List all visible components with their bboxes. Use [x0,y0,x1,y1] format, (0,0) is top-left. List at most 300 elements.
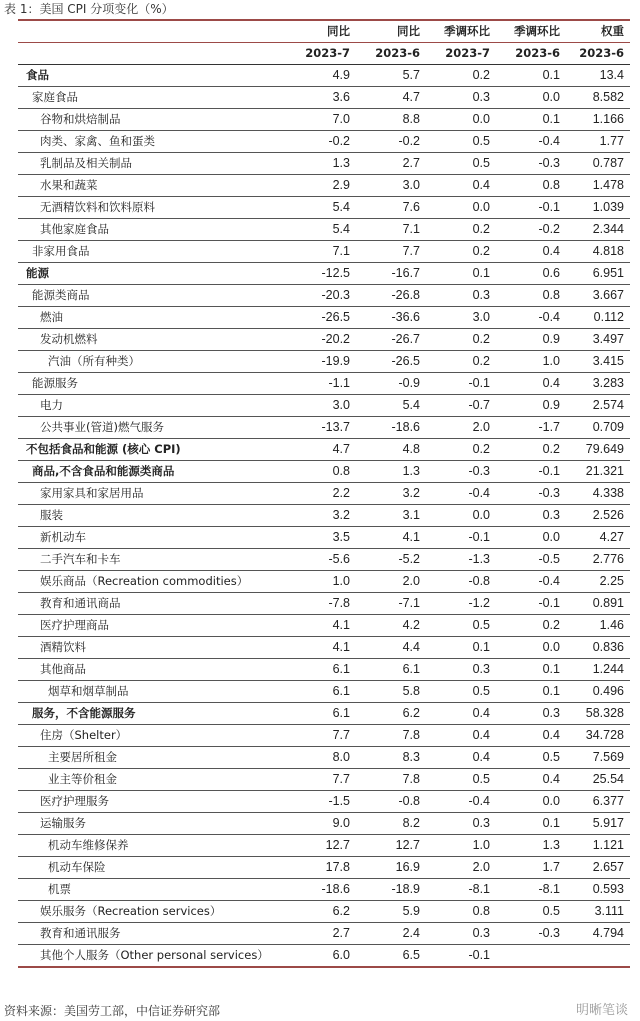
row-label: 服务，不含能源服务 [18,703,280,725]
row-label: 谷物和烘焙制品 [18,109,280,131]
value-cell: 2.4 [350,923,420,945]
value-cell: 4.7 [280,439,350,461]
table-row [18,417,630,439]
value-cell: 3.415 [560,351,630,373]
value-cell: 3.497 [560,329,630,351]
value-cell: 8.2 [350,813,420,835]
row-label: 能源 [18,263,280,285]
value-cell: 0.3 [420,285,490,307]
value-cell: -18.6 [350,417,420,439]
row-label: 服装 [18,505,280,527]
value-cell: -0.1 [420,373,490,395]
value-cell: 4.2 [350,615,420,637]
cpi-table [18,19,630,968]
row-label: 其他家庭食品 [18,219,280,241]
row-label: 其他商品 [18,659,280,681]
value-cell: 8.0 [280,747,350,769]
value-cell: -1.3 [420,549,490,571]
table-row [18,263,630,285]
value-cell: 0.2 [420,351,490,373]
value-cell: 12.7 [280,835,350,857]
table-row [18,197,630,219]
value-cell: 7.8 [350,769,420,791]
value-cell: -0.4 [490,307,560,329]
value-cell: 2.0 [420,417,490,439]
value-cell: -0.7 [420,395,490,417]
value-cell: 6.2 [280,901,350,923]
value-cell: -36.6 [350,307,420,329]
value-cell: 4.818 [560,241,630,263]
value-cell: 0.4 [420,725,490,747]
value-cell: 58.328 [560,703,630,725]
value-cell: 4.794 [560,923,630,945]
row-label: 汽油（所有种类） [18,351,280,373]
value-cell: 0.2 [420,219,490,241]
value-cell: 5.4 [350,395,420,417]
value-cell: 16.9 [350,857,420,879]
value-cell: 17.8 [280,857,350,879]
table-row [18,351,630,373]
value-cell: -0.3 [490,153,560,175]
row-label: 机动车保险 [18,857,280,879]
row-label: 不包括食品和能源 (核心 CPI) [18,439,280,461]
row-label: 乳制品及相关制品 [18,153,280,175]
value-cell: 0.496 [560,681,630,703]
value-cell: 79.649 [560,439,630,461]
table-row [18,813,630,835]
value-cell: 0.8 [490,285,560,307]
value-cell: 0.4 [490,241,560,263]
header-row-period [18,43,630,65]
value-cell: 1.0 [420,835,490,857]
value-cell: 3.0 [350,175,420,197]
row-label: 娱乐服务（Recreation services） [18,901,280,923]
table-row [18,659,630,681]
value-cell: 1.3 [280,153,350,175]
value-cell: 0.2 [420,329,490,351]
row-label: 家庭食品 [18,87,280,109]
value-cell: 0.0 [420,109,490,131]
row-label: 能源类商品 [18,285,280,307]
watermark: 明晰笔谈 [575,1003,628,1018]
row-label: 公共事业(管道)燃气服务 [18,417,280,439]
value-cell: 5.8 [350,681,420,703]
table-row [18,747,630,769]
value-cell: 6.1 [280,681,350,703]
value-cell: -1.1 [280,373,350,395]
value-cell: 7.0 [280,109,350,131]
table-row [18,439,630,461]
value-cell: 8.3 [350,747,420,769]
value-cell: 0.4 [490,725,560,747]
header-cell: 同比 [280,20,350,43]
header-cell: 季调环比 [490,20,560,43]
table-row [18,593,630,615]
row-label: 烟草和烟草制品 [18,681,280,703]
value-cell: 7.569 [560,747,630,769]
value-cell: 3.111 [560,901,630,923]
value-cell: -8.1 [490,879,560,901]
value-cell: 2.7 [280,923,350,945]
value-cell: 3.2 [280,505,350,527]
value-cell: 0.2 [420,241,490,263]
table-row [18,637,630,659]
row-label: 住房（Shelter） [18,725,280,747]
value-cell: 0.891 [560,593,630,615]
value-cell: 5.917 [560,813,630,835]
value-cell: 2.0 [350,571,420,593]
source-note: 资料来源：美国劳工部，中信证券研究部 [4,1004,221,1018]
value-cell: -13.7 [280,417,350,439]
table-row [18,109,630,131]
value-cell: -1.7 [490,417,560,439]
table-row [18,791,630,813]
table-row [18,571,630,593]
row-label: 电力 [18,395,280,417]
value-cell: 2.344 [560,219,630,241]
value-cell: 3.6 [280,87,350,109]
value-cell: -0.1 [490,593,560,615]
value-cell: 0.9 [490,395,560,417]
row-label: 发动机燃料 [18,329,280,351]
value-cell: 0.5 [420,615,490,637]
value-cell: 0.0 [490,791,560,813]
value-cell: -1.5 [280,791,350,813]
value-cell: -12.5 [280,263,350,285]
value-cell: 0.1 [490,65,560,87]
value-cell: 8.8 [350,109,420,131]
row-label: 二手汽车和卡车 [18,549,280,571]
value-cell: 0.4 [490,373,560,395]
table-row [18,87,630,109]
table-row [18,373,630,395]
value-cell: 0.2 [490,615,560,637]
value-cell: 3.5 [280,527,350,549]
table-row [18,285,630,307]
value-cell: 6.2 [350,703,420,725]
value-cell: 0.0 [490,87,560,109]
value-cell: 0.836 [560,637,630,659]
value-cell: -0.2 [350,131,420,153]
value-cell: 0.1 [420,637,490,659]
value-cell: 2.7 [350,153,420,175]
value-cell: 7.1 [280,241,350,263]
value-cell: 4.1 [280,615,350,637]
value-cell: -16.7 [350,263,420,285]
table-row [18,461,630,483]
table-row [18,329,630,351]
row-label: 酒精饮料 [18,637,280,659]
value-cell: -26.7 [350,329,420,351]
value-cell: 9.0 [280,813,350,835]
value-cell: 4.9 [280,65,350,87]
row-label: 医疗护理商品 [18,615,280,637]
table-row [18,505,630,527]
header-cell: 2023-6 [350,43,420,65]
value-cell: 3.283 [560,373,630,395]
value-cell: 0.0 [420,197,490,219]
value-cell: 0.3 [420,659,490,681]
value-cell: 2.574 [560,395,630,417]
value-cell: -0.3 [490,483,560,505]
value-cell: 2.657 [560,857,630,879]
value-cell: 0.0 [490,527,560,549]
value-cell: 0.4 [420,175,490,197]
value-cell: 0.3 [420,813,490,835]
table-row [18,703,630,725]
value-cell: 34.728 [560,725,630,747]
value-cell: -0.8 [420,571,490,593]
row-label: 食品 [18,65,280,87]
table-row [18,483,630,505]
value-cell: 2.25 [560,571,630,593]
value-cell: 2.0 [420,857,490,879]
value-cell: 6.1 [350,659,420,681]
value-cell: -26.5 [350,351,420,373]
value-cell: 2.776 [560,549,630,571]
value-cell: -5.2 [350,549,420,571]
value-cell: 0.3 [420,87,490,109]
value-cell: 21.321 [560,461,630,483]
value-cell: 2.526 [560,505,630,527]
value-cell: 1.039 [560,197,630,219]
value-cell: 2.9 [280,175,350,197]
value-cell: -26.5 [280,307,350,329]
value-cell: -7.8 [280,593,350,615]
value-cell: 0.5 [420,153,490,175]
row-label: 肉类、家禽、鱼和蛋类 [18,131,280,153]
value-cell: -0.3 [490,923,560,945]
value-cell: 0.787 [560,153,630,175]
row-label: 运输服务 [18,813,280,835]
value-cell: 7.7 [280,769,350,791]
value-cell: 0.8 [280,461,350,483]
row-label: 水果和蔬菜 [18,175,280,197]
value-cell: 0.8 [490,175,560,197]
value-cell: 4.338 [560,483,630,505]
value-cell: -0.2 [280,131,350,153]
value-cell: 4.27 [560,527,630,549]
header-blank [18,20,280,43]
value-cell: 0.3 [420,923,490,945]
value-cell: 0.6 [490,263,560,285]
value-cell: 6.0 [280,945,350,968]
table-row [18,879,630,901]
value-cell: 1.0 [280,571,350,593]
value-cell: 5.4 [280,219,350,241]
value-cell: 0.1 [490,109,560,131]
header-cell: 2023-6 [560,43,630,65]
value-cell: 1.478 [560,175,630,197]
value-cell: 0.0 [420,505,490,527]
value-cell: 0.1 [490,813,560,835]
value-cell: -0.4 [420,791,490,813]
row-label: 机动车维修保养 [18,835,280,857]
value-cell: -0.4 [490,131,560,153]
table-row [18,857,630,879]
table-row [18,307,630,329]
value-cell: 4.1 [350,527,420,549]
table-row [18,681,630,703]
value-cell: 5.9 [350,901,420,923]
value-cell: 3.0 [420,307,490,329]
value-cell: -0.4 [490,571,560,593]
value-cell: -20.3 [280,285,350,307]
header-cell: 同比 [350,20,420,43]
value-cell: -0.3 [420,461,490,483]
value-cell: 4.1 [280,637,350,659]
value-cell: 4.8 [350,439,420,461]
value-cell: 5.4 [280,197,350,219]
value-cell: 1.166 [560,109,630,131]
value-cell: 0.5 [420,769,490,791]
value-cell: 4.7 [350,87,420,109]
value-cell: 0.2 [420,65,490,87]
header-cell: 2023-6 [490,43,560,65]
row-label: 无酒精饮料和饮料原料 [18,197,280,219]
header-cell: 2023-7 [280,43,350,65]
value-cell: 6.951 [560,263,630,285]
table-row [18,175,630,197]
value-cell: 0.8 [420,901,490,923]
value-cell: -8.1 [420,879,490,901]
value-cell: -1.2 [420,593,490,615]
row-label: 机票 [18,879,280,901]
row-label: 新机动车 [18,527,280,549]
value-cell: 6.5 [350,945,420,968]
value-cell: -0.1 [420,527,490,549]
value-cell: 3.0 [280,395,350,417]
value-cell: 6.1 [280,703,350,725]
table-row [18,769,630,791]
value-cell: 0.1 [420,263,490,285]
value-cell: 25.54 [560,769,630,791]
table-row [18,65,630,87]
value-cell: 1.7 [490,857,560,879]
value-cell: 0.2 [490,439,560,461]
value-cell: 1.3 [490,835,560,857]
value-cell: 12.7 [350,835,420,857]
value-cell: -19.9 [280,351,350,373]
table-row [18,945,630,968]
table-row [18,923,630,945]
header-cell: 权重 [560,20,630,43]
value-cell: -0.1 [490,461,560,483]
value-cell: -18.9 [350,879,420,901]
table-title: 表 1：美国 CPI 分项变化（%） [4,2,174,16]
value-cell: 0.3 [490,505,560,527]
value-cell: -0.8 [350,791,420,813]
value-cell: -0.9 [350,373,420,395]
table-row [18,725,630,747]
value-cell: -0.1 [490,197,560,219]
value-cell: -18.6 [280,879,350,901]
row-label: 家用家具和家居用品 [18,483,280,505]
value-cell: 3.667 [560,285,630,307]
table-row [18,527,630,549]
value-cell: 4.4 [350,637,420,659]
value-cell: -0.2 [490,219,560,241]
row-label: 娱乐商品（Recreation commodities） [18,571,280,593]
row-label: 商品,不含食品和能源类商品 [18,461,280,483]
value-cell: 6.377 [560,791,630,813]
value-cell: 0.4 [490,769,560,791]
value-cell: 5.7 [350,65,420,87]
value-cell: 0.5 [420,131,490,153]
value-cell: 7.7 [350,241,420,263]
value-cell: 0.5 [490,747,560,769]
row-label: 其他个人服务（Other personal services） [18,945,280,968]
row-label: 燃油 [18,307,280,329]
value-cell: 7.7 [280,725,350,747]
value-cell: -0.4 [420,483,490,505]
table-row [18,835,630,857]
value-cell: 0.9 [490,329,560,351]
row-label: 教育和通讯商品 [18,593,280,615]
value-cell: -5.6 [280,549,350,571]
value-cell: 0.709 [560,417,630,439]
header-cell: 季调环比 [420,20,490,43]
table-row [18,901,630,923]
value-cell: 0.4 [420,703,490,725]
value-cell: 0.5 [490,901,560,923]
value-cell: -26.8 [350,285,420,307]
row-label: 非家用食品 [18,241,280,263]
header-row-metric [18,20,630,43]
value-cell: 1.46 [560,615,630,637]
value-cell: 7.8 [350,725,420,747]
value-cell: -0.5 [490,549,560,571]
value-cell: 0.1 [490,681,560,703]
value-cell: 13.4 [560,65,630,87]
value-cell [560,945,630,968]
row-label: 医疗护理服务 [18,791,280,813]
value-cell: -20.2 [280,329,350,351]
value-cell: 3.2 [350,483,420,505]
table-row [18,153,630,175]
table-row [18,615,630,637]
table-row [18,219,630,241]
row-label: 能源服务 [18,373,280,395]
value-cell: 1.77 [560,131,630,153]
value-cell: 6.1 [280,659,350,681]
value-cell: 0.1 [490,659,560,681]
table-row [18,395,630,417]
value-cell: 7.1 [350,219,420,241]
value-cell: 0.593 [560,879,630,901]
value-cell: 0.3 [490,703,560,725]
value-cell: 0.0 [490,637,560,659]
row-label: 业主等价租金 [18,769,280,791]
value-cell: 0.2 [420,439,490,461]
value-cell [490,945,560,968]
value-cell: -7.1 [350,593,420,615]
value-cell: -0.1 [420,945,490,968]
header-cell: 2023-7 [420,43,490,65]
row-label: 主要居所租金 [18,747,280,769]
value-cell: 8.582 [560,87,630,109]
value-cell: 0.5 [420,681,490,703]
value-cell: 1.3 [350,461,420,483]
value-cell: 0.4 [420,747,490,769]
header-blank [18,43,280,65]
table-row [18,241,630,263]
value-cell: 0.112 [560,307,630,329]
value-cell: 3.1 [350,505,420,527]
table-row [18,131,630,153]
value-cell: 1.0 [490,351,560,373]
value-cell: 7.6 [350,197,420,219]
